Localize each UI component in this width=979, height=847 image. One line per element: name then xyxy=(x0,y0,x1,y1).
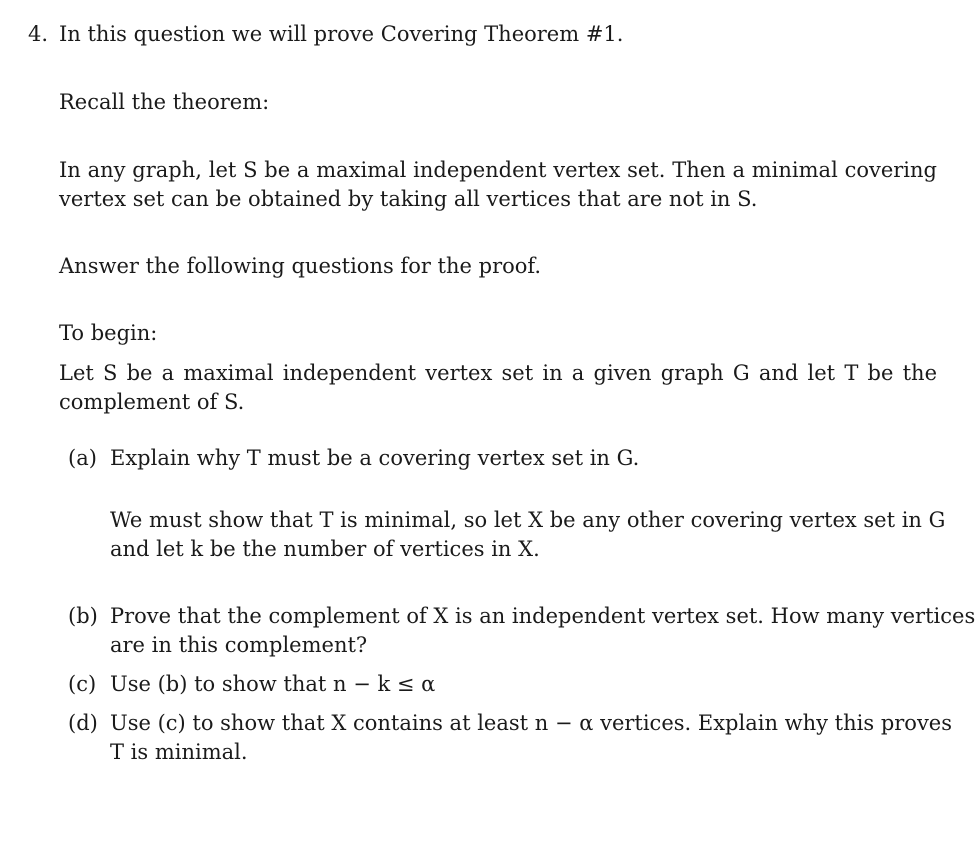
interlude-line-2: and let k be the number of vertices in X. xyxy=(110,537,540,561)
interlude-line-1: We must show that T is minimal, so let X be any other covering vertex set in G xyxy=(110,508,946,532)
setup-line-2: complement of S. xyxy=(59,390,245,414)
part-b-line-1: Prove that the complement of X is an independent vertex set. How many vertices xyxy=(110,604,976,628)
question-number: 4. xyxy=(28,22,49,46)
part-c-text: Use (b) to show that n − k ≤ α xyxy=(110,672,436,696)
to-begin: To begin: xyxy=(59,321,158,345)
theorem-line-2: vertex set can be obtained by taking all vertices that are not in S. xyxy=(59,187,758,211)
part-d-line-2: T is minimal. xyxy=(110,740,248,764)
recall-heading: Recall the theorem: xyxy=(59,90,270,114)
part-b-line-2: are in this complement? xyxy=(110,633,368,657)
setup-line-1: Let S be a maximal independent vertex set in a given graph G and let T be the xyxy=(59,361,937,385)
part-d-label: (d) xyxy=(68,711,98,735)
question-intro: In this question we will prove Covering Theorem #1. xyxy=(59,22,624,46)
answer-prompt: Answer the following questions for the proof. xyxy=(59,254,542,278)
part-c-label: (c) xyxy=(68,672,97,696)
part-a-text: Explain why T must be a covering vertex set in G. xyxy=(110,446,640,470)
part-b-label: (b) xyxy=(68,604,98,628)
part-a-label: (a) xyxy=(68,446,97,470)
part-d-line-1: Use (c) to show that X contains at least n − α vertices. Explain why this proves xyxy=(110,711,953,735)
theorem-line-1: In any graph, let S be a maximal independent vertex set. Then a minimal covering xyxy=(59,158,937,182)
